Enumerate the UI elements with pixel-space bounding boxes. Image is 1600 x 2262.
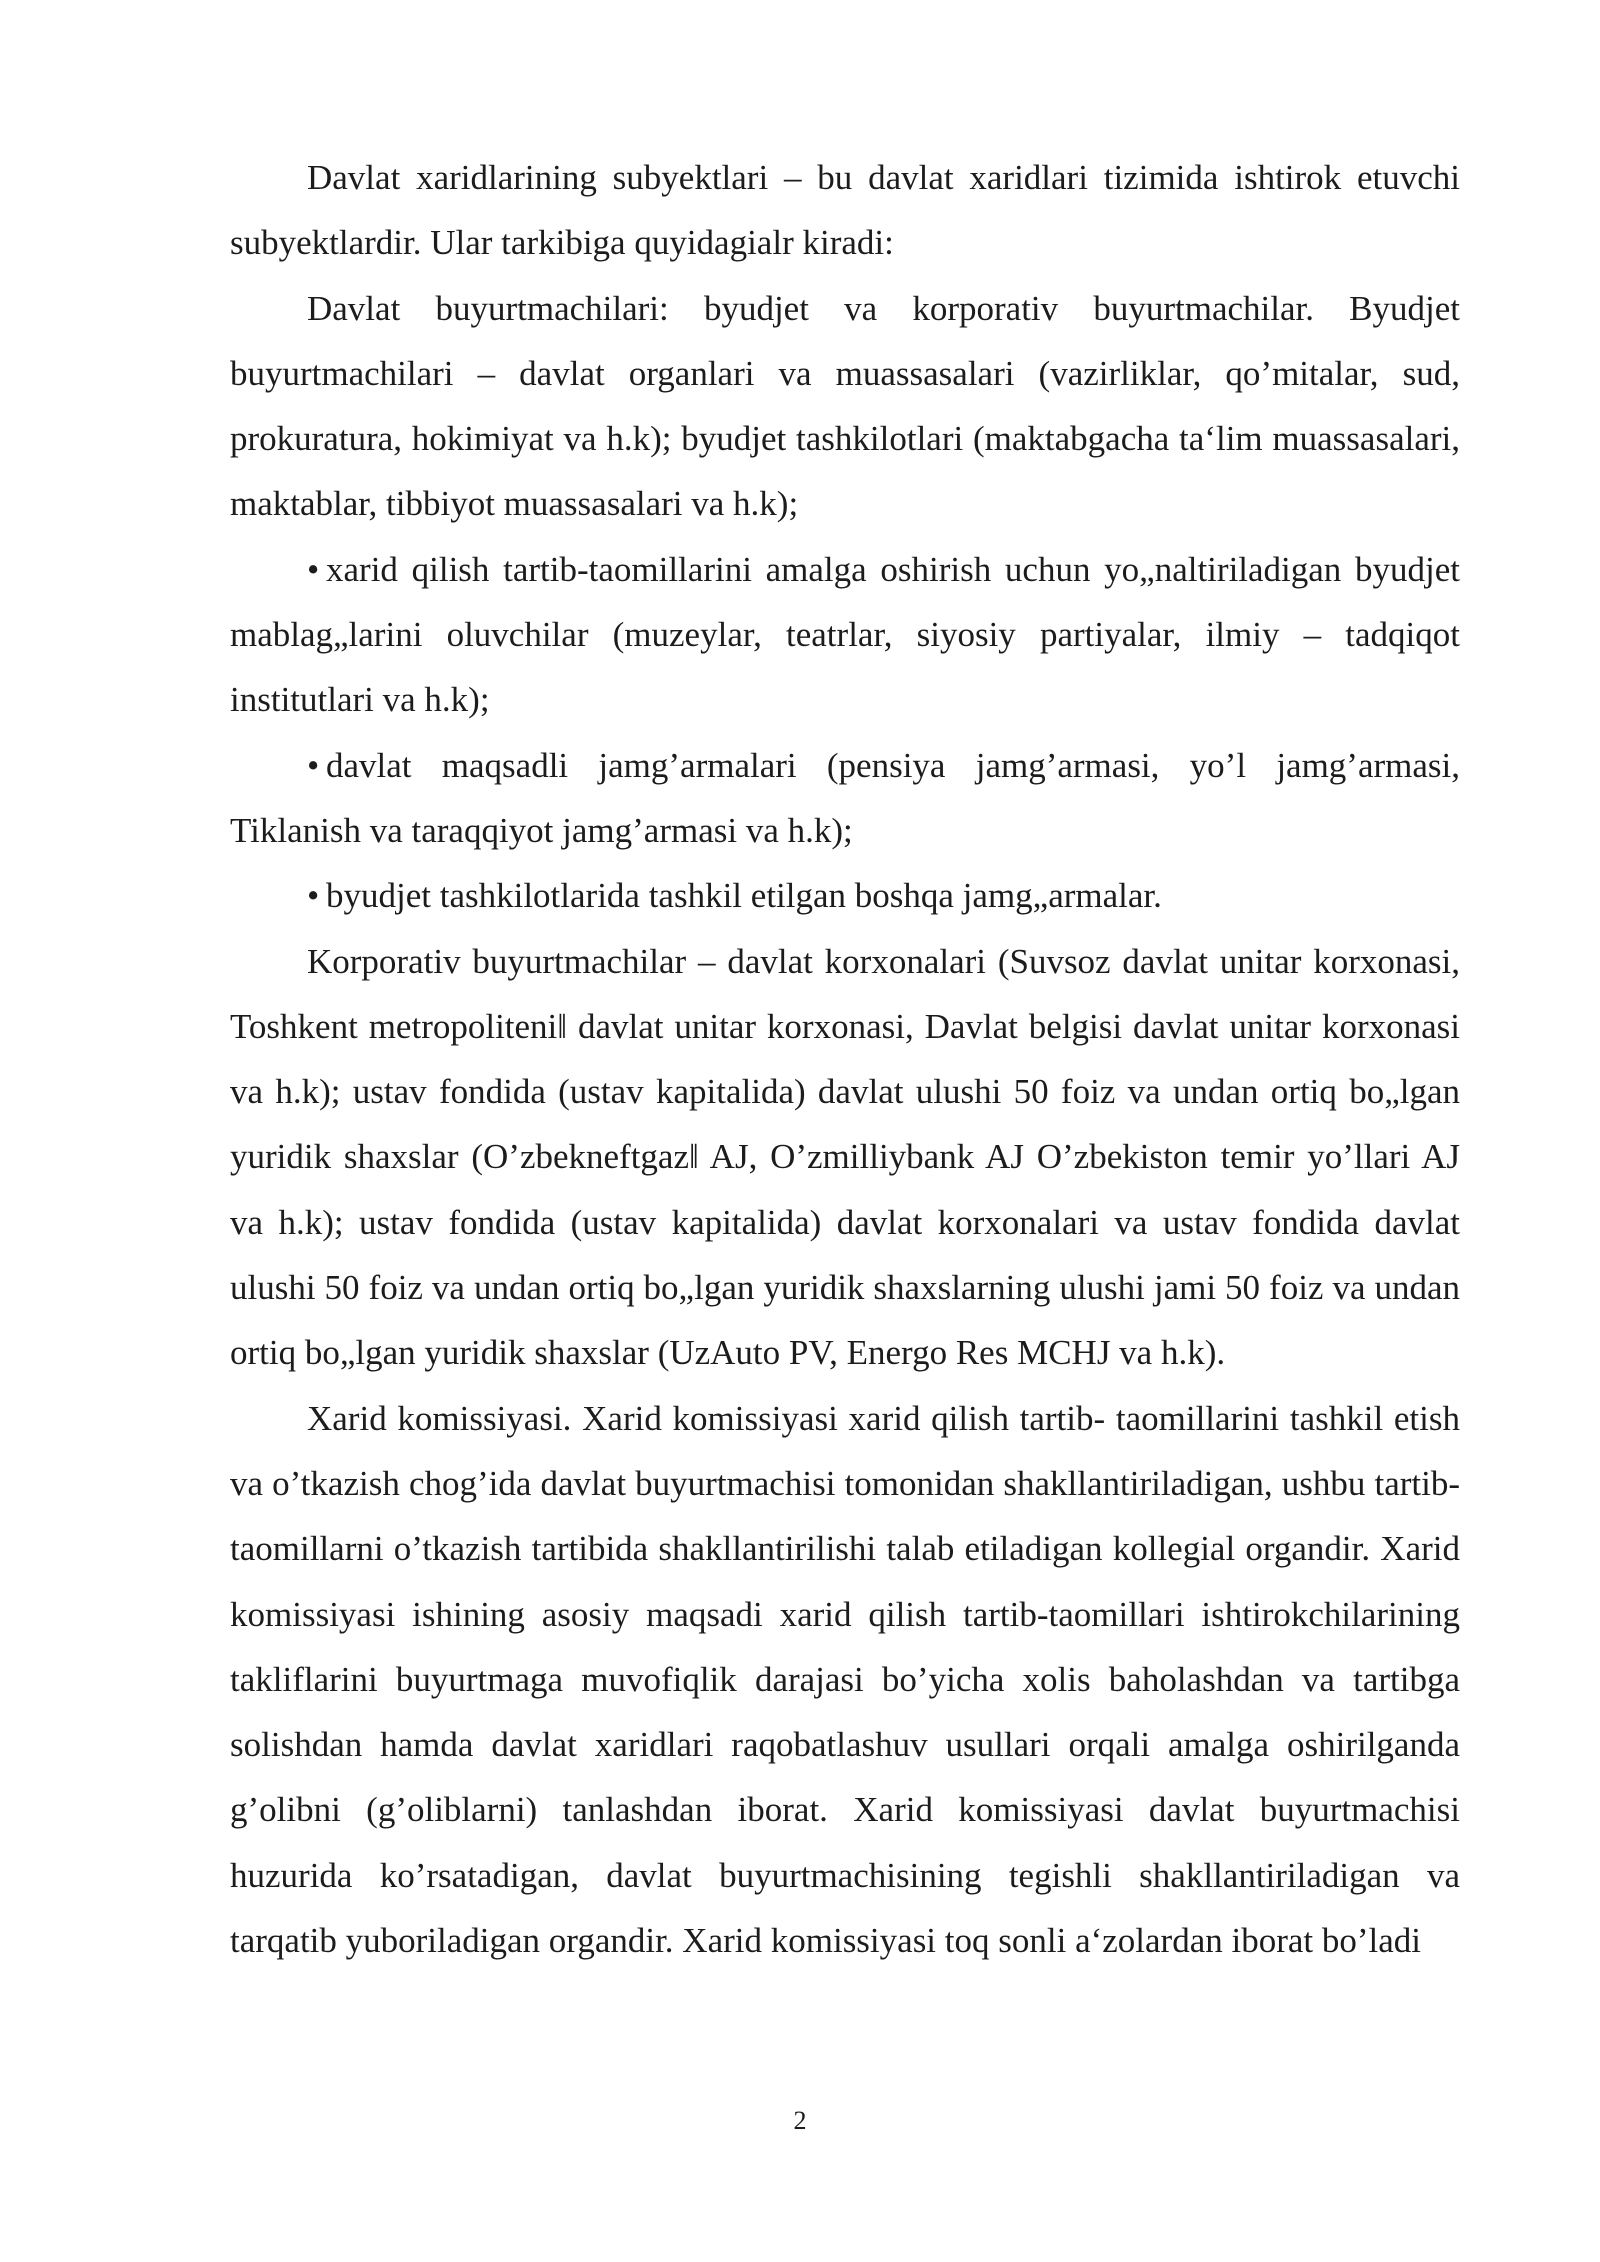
bullet-icon: • xyxy=(307,876,320,916)
paragraph-subjects-intro xyxy=(230,145,1460,276)
page-number: 2 xyxy=(793,2106,807,2135)
paragraph-state-customers xyxy=(230,276,1460,537)
paragraph-text: Korporativ buyurtmachilar – davlat korxonalari (Suvsoz davlat unitar korxonasi, Toshkent metropoliteni‖ davlat unitar korxonasi, Davlat belgisi davlat unitar korxonasi va h.k); ustav fondida (ustav kapitalida) davlat ulushi 50 foiz va undan ortiq bo„lgan yuridik shaxslar (O’zbekneftgaz‖ AJ, O’zmilliybank AJ O’zbekiston temir yo’llari AJ va h.k); ustav fondida (ustav kapitalida) davlat korxonalari va ustav fondida davlat ulushi 50 foiz va undan ortiq bo„lgan yuridik shaxslarning ulushi jami 50 foiz va undan ortiq bo„lgan yuridik shaxslar (UzAuto PV, Energo Res MCHJ va h.k). xyxy=(230,941,1460,1373)
bullet-item-target-funds xyxy=(230,733,1460,864)
bullet-icon: • xyxy=(307,745,320,785)
bullet-item-budget-recipients xyxy=(230,537,1460,733)
paragraph-text: byudjet tashkilotlarida tashkil etilgan boshqa jamg„armalar. xyxy=(326,876,1162,916)
body-text xyxy=(230,145,1460,1973)
bullet-icon: • xyxy=(307,549,320,589)
bullet-item-other-funds xyxy=(230,863,1460,928)
paragraph-text: Davlat buyurtmachilari: byudjet va korporativ buyurtmachilar. Byudjet buyurtmachilari – davlat organlari va muassasalari (vazirliklar, qo’mitalar, sud, prokuratura, hokimiyat va h.k); byudjet tashkilotlari (maktabgacha ta‘lim muassasalari, maktablar, tibbiyot muassasalari va h.k); xyxy=(230,288,1460,524)
paragraph-text: Xarid komissiyasi. Xarid komissiyasi xarid qilish tartib- taomillarini tashkil etish va o’tkazish chog’ida davlat buyurtmachisi tomonidan shakllantiriladigan, ushbu tartib-taomillarni o’tkazish tartibida shakllantirilishi talab etiladigan kollegial organdir. Xarid komissiyasi ishining asosiy maqsadi xarid qilish tartib-taomillari ishtirokchilarining takliflarini buyurtmaga muvofiqlik darajasi bo’yicha xolis baholashdan va tartibga solishdan hamda davlat xaridlari raqobatlashuv usullari orqali amalga oshirilganda g’olibni (g’oliblarni) tanlashdan iborat. Xarid komissiyasi davlat buyurtmachisi huzurida ko’rsatadigan, davlat buyurtmachisining tegishli shakllantiriladigan va tarqatib yuboriladigan organdir. Xarid komissiyasi toq sonli a‘zolardan iborat bo’ladi xyxy=(230,1398,1460,1961)
paragraph-corporate-customers xyxy=(230,929,1460,1386)
paragraph-text: xarid qilish tartib-taomillarini amalga oshirish uchun yo„naltiriladigan byudjet mablag„larini oluvchilar (muzeylar, teatrlar, siyosiy partiyalar, ilmiy – tadqiqot institutlari va h.k); xyxy=(230,549,1460,720)
paragraph-text: Davlat xaridlarining subyektlari – bu davlat xaridlari tizimida ishtirok etuvchi subyektlardir. Ular tarkibiga quyidagialr kiradi: xyxy=(230,158,1460,263)
paragraph-text: davlat maqsadli jamg’armalari (pensiya jamg’armasi, yo’l jamg’armasi, Tiklanish va taraqqiyot jamg’armasi va h.k); xyxy=(230,745,1460,850)
paragraph-procurement-commission xyxy=(230,1386,1460,1974)
